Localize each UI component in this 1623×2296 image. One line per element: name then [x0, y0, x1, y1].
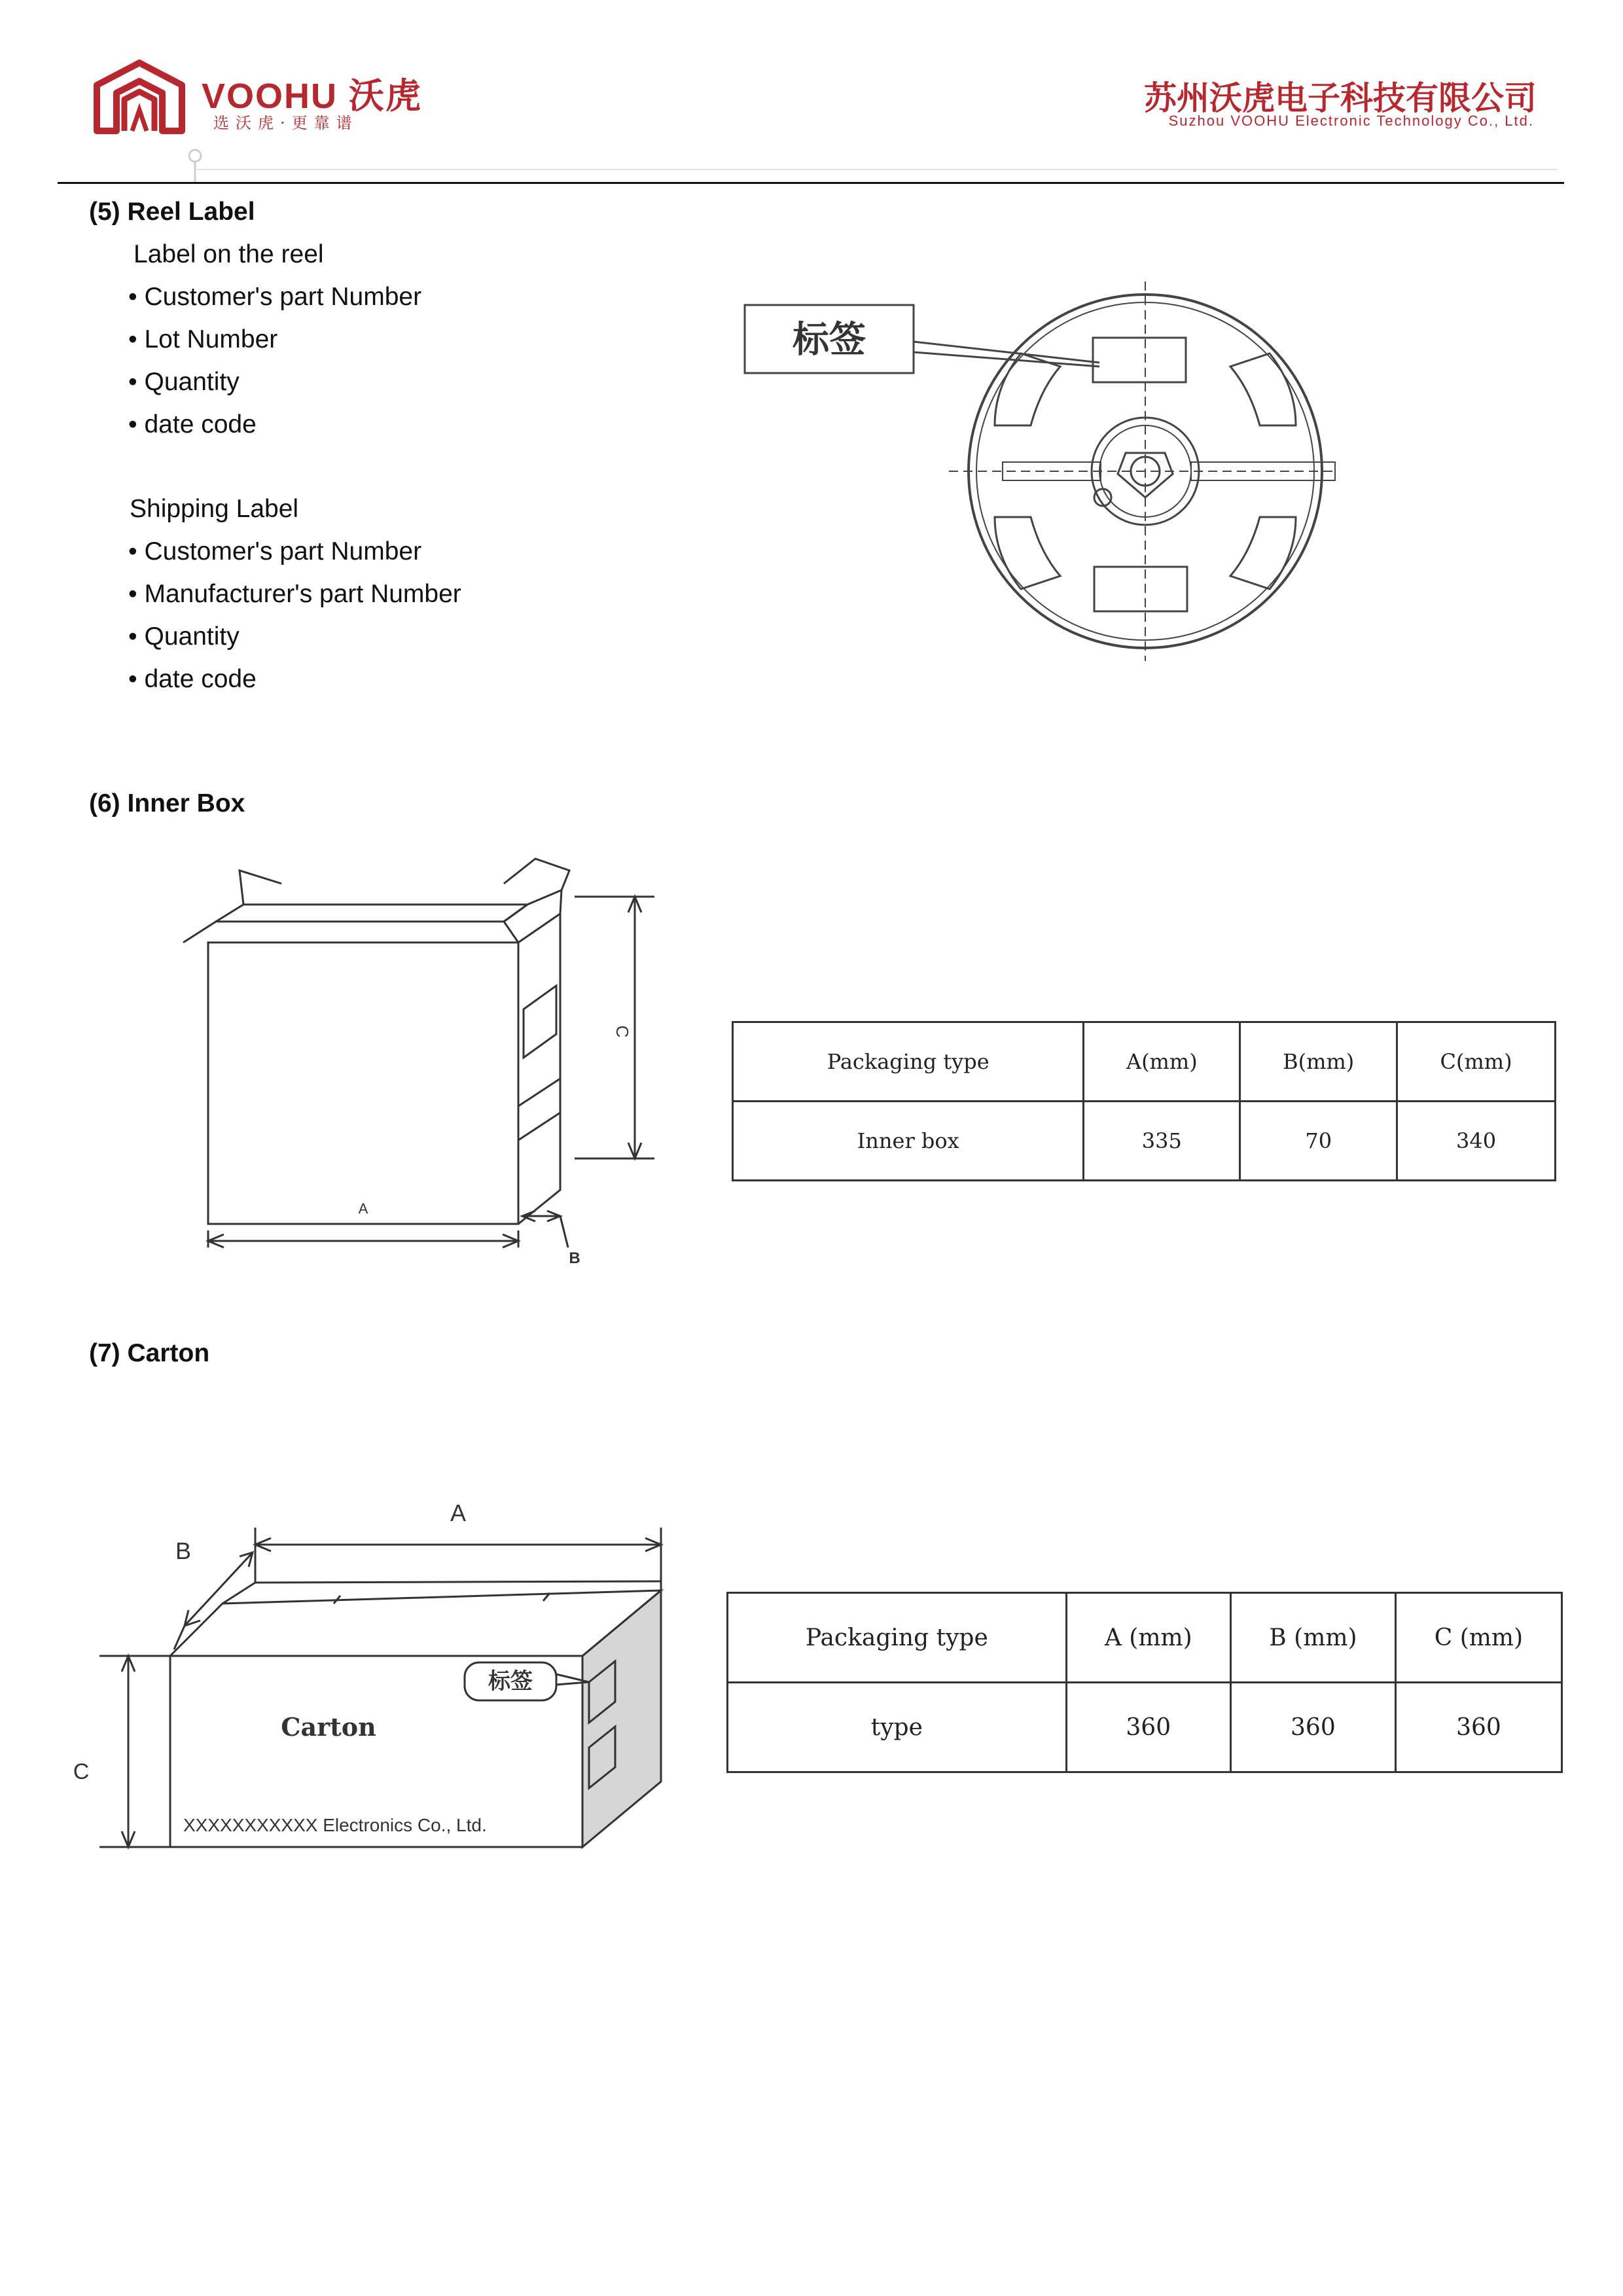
- company-name-cn: 苏州沃虎电子科技有限公司: [1144, 80, 1537, 117]
- table-cell: 70: [1240, 1102, 1397, 1181]
- dimension-c-label: C: [613, 1025, 632, 1038]
- carton-box-word: Carton: [281, 1712, 376, 1742]
- table-header-cell: A(mm): [1084, 1022, 1240, 1102]
- reel-diagram: [733, 249, 1348, 668]
- section-title-inner-box: (6) Inner Box: [89, 789, 245, 817]
- list-item: • Quantity: [128, 368, 240, 396]
- dimension-c-label: C: [73, 1759, 90, 1784]
- table-header-cell: Packaging type: [733, 1022, 1084, 1102]
- header-ornament-icon: [177, 147, 216, 186]
- carton-box-company: XXXXXXXXXXX Electronics Co., Ltd.: [183, 1815, 487, 1835]
- table-header-cell: Packaging type: [728, 1593, 1067, 1683]
- list-item: • Customer's part Number: [128, 283, 422, 311]
- reel-tag-label: 标签: [793, 319, 866, 360]
- carton-tag-label: 标签: [488, 1669, 533, 1694]
- company-name-en: Suzhou VOOHU Electronic Technology Co., Ltd.: [1168, 113, 1534, 129]
- table-header-cell: C (mm): [1395, 1593, 1561, 1683]
- header-divider: [58, 182, 1564, 184]
- section-title-carton: (7) Carton: [89, 1339, 210, 1367]
- table-header-row: [733, 1022, 1556, 1102]
- table-cell: 360: [1066, 1683, 1230, 1772]
- table-cell: 360: [1395, 1683, 1561, 1772]
- table-row: [733, 1102, 1556, 1181]
- table-header-cell: C(mm): [1397, 1022, 1556, 1102]
- table-header-cell: B (mm): [1230, 1593, 1395, 1683]
- list-item: • Quantity: [128, 622, 240, 651]
- table-header-cell: A (mm): [1066, 1593, 1230, 1683]
- list-item: • date code: [128, 410, 257, 439]
- dimension-b-label: B: [175, 1537, 192, 1564]
- reel-label-subtitle: Label on the reel: [134, 240, 324, 268]
- dimension-b-label: B: [569, 1249, 580, 1267]
- brand-name: VOOHU 沃虎: [202, 77, 423, 116]
- dimension-a-label: A: [450, 1499, 467, 1526]
- inner-box-diagram: [177, 857, 674, 1276]
- inner-box-spec-table: [732, 1021, 1556, 1181]
- company-logo-icon: [90, 59, 188, 137]
- shipping-label-title: Shipping Label: [130, 495, 299, 523]
- table-header-cell: B(mm): [1240, 1022, 1397, 1102]
- section-title-reel-label: (5) Reel Label: [89, 198, 255, 226]
- carton-spec-table: [726, 1592, 1563, 1773]
- table-row: [728, 1683, 1562, 1772]
- table-cell: 360: [1230, 1683, 1395, 1772]
- list-item: • Customer's part Number: [128, 537, 422, 565]
- header-divider-faint: [196, 169, 1558, 170]
- dimension-a-label: A: [358, 1200, 368, 1217]
- table-cell: type: [728, 1683, 1067, 1772]
- list-item: • Manufacturer's part Number: [128, 580, 461, 608]
- brand-slogan: 选沃虎·更靠谱: [213, 114, 359, 132]
- table-cell: Inner box: [733, 1102, 1084, 1181]
- list-item: • date code: [128, 665, 257, 693]
- list-item: • Lot Number: [128, 325, 278, 353]
- table-cell: 340: [1397, 1102, 1556, 1181]
- table-header-row: [728, 1593, 1562, 1683]
- carton-diagram: [65, 1486, 681, 1859]
- table-cell: 335: [1084, 1102, 1240, 1181]
